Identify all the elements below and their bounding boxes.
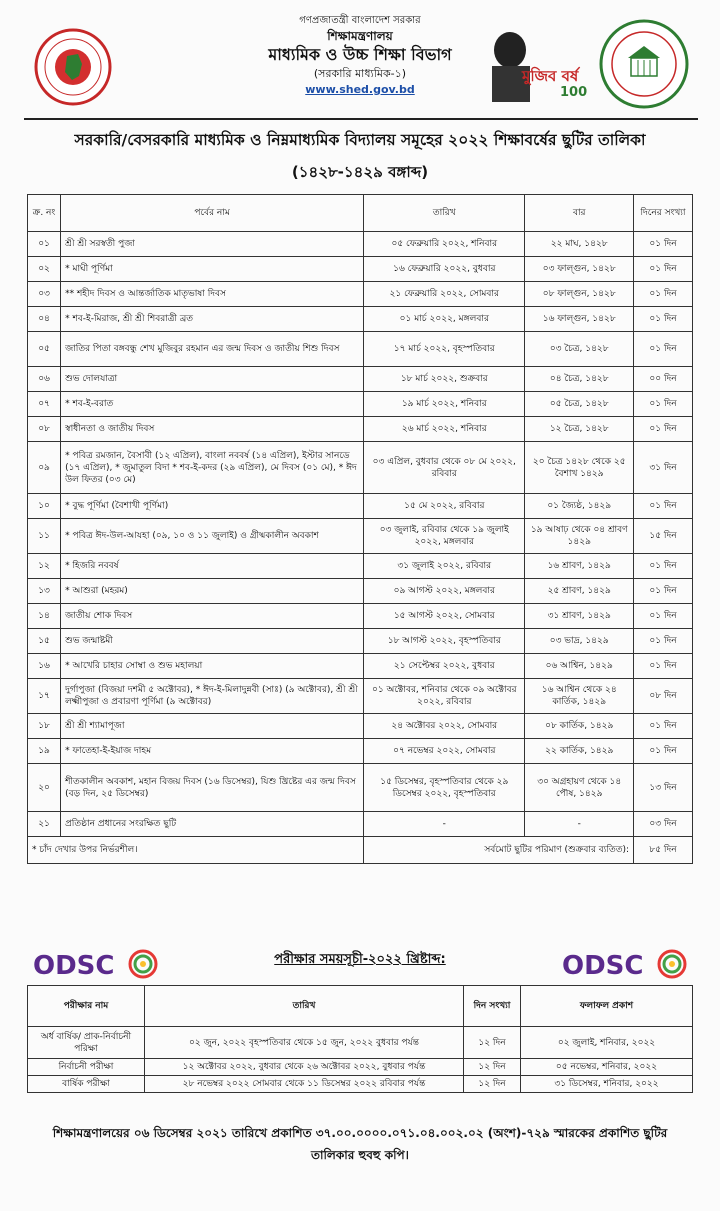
table-row	[28, 679, 693, 714]
document-header	[0, 0, 720, 126]
header-serial: ক্র. নং	[28, 195, 61, 232]
mujib-logo-text: মুজিব বর্ষ	[522, 67, 579, 85]
row-count: ০১ দিন	[634, 494, 693, 519]
exam-name: অর্ধ বার্ষিক/ প্রাক-নির্বাচনী পরিক্ষা	[28, 1027, 145, 1059]
section-name: (সরকারি মাধ্যমিক-১)	[313, 67, 407, 80]
row-serial: ০৪	[28, 307, 61, 332]
row-day: ০৮ ফাল্গুন, ১৪২৮	[525, 282, 634, 307]
table-row	[28, 654, 693, 679]
row-day: ০৮ কার্তিক, ১৪২৯	[525, 714, 634, 739]
row-date: ১৫ আগস্ট ২০২২, সোমবার	[364, 604, 525, 629]
row-name: * শব-ই-বরাত	[61, 392, 364, 417]
row-serial: ১৮	[28, 714, 61, 739]
table-row	[28, 579, 693, 604]
row-day: ০৩ ফাল্গুন, ১৪২৮	[525, 257, 634, 282]
row-serial: ০৯	[28, 442, 61, 494]
row-day: ৩০ অগ্রহায়ণ থেকে ১৪ পৌষ, ১৪২৯	[525, 764, 634, 812]
table-row	[28, 739, 693, 764]
table-row	[28, 257, 693, 282]
row-count: ০১ দিন	[634, 282, 693, 307]
row-count: ০১ দিন	[634, 257, 693, 282]
odsc-logo-icon	[31, 946, 159, 982]
row-date: ১৫ ডিসেম্বর, বৃহস্পতিবার থেকে ২৯ ডিসেম্বর ২০২২, বৃহস্পতিবার	[364, 764, 525, 812]
row-count: ০১ দিন	[634, 654, 693, 679]
row-date: ২১ ফেব্রুয়ারি ২০২২, সোমবার	[364, 282, 525, 307]
row-name: * মাঘী পূর্ণিমা	[61, 257, 364, 282]
row-date: ১৯ মার্চ ২০২২, শনিবার	[364, 392, 525, 417]
row-name: শুভ দোলযাত্রা	[61, 367, 364, 392]
row-count: ০৩ দিন	[634, 812, 693, 837]
row-day: ২২ মাঘ, ১৪২৮	[525, 232, 634, 257]
row-date: ১৮ আগস্ট ২০২২, বৃহস্পতিবার	[364, 629, 525, 654]
row-serial: ০২	[28, 257, 61, 282]
row-date: ০৯ আগস্ট ২০২২, মঙ্গলবার	[364, 579, 525, 604]
table-row	[28, 519, 693, 554]
row-date: -	[364, 812, 525, 837]
division-name: মাধ্যমিক ও উচ্চ শিক্ষা বিভাগ	[268, 45, 452, 64]
row-name: * পবিত্র ঈদ-উল-আযহা (০৯, ১০ ও ১১ জুলাই) ও গ্রীষ্মকালীন অবকাশ	[61, 519, 364, 554]
row-serial: ১৭	[28, 679, 61, 714]
exam-date: ২৮ নভেম্বর ২০২২ সোমবার থেকে ১১ ডিসেম্বর ২০২২ রবিবার পর্যন্ত	[145, 1076, 464, 1093]
table-row	[28, 764, 693, 812]
row-date: ২১ সেপ্টেম্বর ২০২২, বুধবার	[364, 654, 525, 679]
source-note: শিক্ষামন্ত্রণালয়ের ০৬ ডিসেম্বর ২০২১ তারিখে প্রকাশিত ৩৭.০০.০০০০.০৭১.০৪.০০২.০২ (অংশ)-৭২৯ স্মারকের প্রকাশিত ছুটির তালিকার হুবহু কপি।	[52, 1126, 668, 1162]
row-serial: ০৩	[28, 282, 61, 307]
row-date: ০৫ ফেব্রুয়ারি ২০২২, শনিবার	[364, 232, 525, 257]
table-row	[28, 442, 693, 494]
row-serial: ১১	[28, 519, 61, 554]
exam-date: ১২ অক্টোবর ২০২২, বুধবার থেকে ২৬ অক্টোবর ২০২২, বুধবার পর্যন্ত	[145, 1059, 464, 1076]
table-row	[28, 332, 693, 367]
holiday-table	[27, 194, 693, 864]
table-row	[28, 629, 693, 654]
ministry-name: শিক্ষামন্ত্রণালয়	[327, 29, 393, 43]
row-date: ০৩ এপ্রিল, বুধবার থেকে ০৮ মে ২০২২, রবিবার	[364, 442, 525, 494]
row-count: ০১ দিন	[634, 392, 693, 417]
odsc-logo-text: ODSC	[33, 951, 115, 981]
row-day: ২২ কার্তিক, ১৪২৯	[525, 739, 634, 764]
row-name: জাতির পিতা বঙ্গবন্ধু শেখ মুজিবুর রহমান এর জন্ম দিবস ও জাতীয় শিশু দিবস	[61, 332, 364, 367]
row-serial: ১০	[28, 494, 61, 519]
row-count: ০১ দিন	[634, 554, 693, 579]
header-date: তারিখ	[364, 195, 525, 232]
exam-result: ০৫ নভেম্বর, শনিবার, ২০২২	[521, 1059, 693, 1076]
row-day: ১৬ ফাল্গুন, ১৪২৮	[525, 307, 634, 332]
row-serial: ০৬	[28, 367, 61, 392]
row-count: ০১ দিন	[634, 307, 693, 332]
row-serial: ২০	[28, 764, 61, 812]
row-day: ০৩ ভাদ্র, ১৪২৯	[525, 629, 634, 654]
mujib-borsho-logo-icon	[480, 26, 590, 102]
row-count: ০১ দিন	[634, 629, 693, 654]
row-name: * বুদ্ধ পূর্ণিমা (বৈশাখী পূর্ণিমা)	[61, 494, 364, 519]
row-name: * হিজরি নববর্ষ	[61, 554, 364, 579]
table-row	[28, 1059, 693, 1076]
row-name: দুর্গাপুজা (বিজয়া দশমী ৫ অক্টোবর), * ঈদ-ই-মিলাদুন্নবী (সাঃ) (৯ অক্টোবর), শ্রী শ্রী লক্ষ্মীপুজা ও প্রবারণা পূর্ণিমা (৯ অক্টোবর)	[61, 679, 364, 714]
row-date: ১৭ মার্চ ২০২২, বৃহস্পতিবার	[364, 332, 525, 367]
school-emblem-icon	[598, 18, 690, 110]
table-row	[28, 604, 693, 629]
exam-schedule-title: পরীক্ষার সময়সূচী-২০২২ খ্রিষ্টাব্দ:	[274, 952, 446, 967]
row-serial: ০৭	[28, 392, 61, 417]
table-row	[28, 232, 693, 257]
row-date: ০৩ জুলাই, রবিবার থেকে ১৯ জুলাই ২০২২, মঙ্গলবার	[364, 519, 525, 554]
document-subtitle: (১৪২৮-১৪২৯ বঙ্গাব্দ)	[291, 163, 429, 181]
exam-table-header	[28, 986, 693, 1027]
row-count: ০১ দিন	[634, 232, 693, 257]
row-count: ৩১ দিন	[634, 442, 693, 494]
table-row	[28, 392, 693, 417]
exam-result: ০২ জুলাই, শনিবার, ২০২২	[521, 1027, 693, 1059]
table-row	[28, 417, 693, 442]
table-row	[28, 367, 693, 392]
header-day: বার	[525, 195, 634, 232]
table-row	[28, 812, 693, 837]
odsc-logo-text: ODSC	[562, 951, 644, 981]
row-count: ০১ দিন	[634, 417, 693, 442]
row-serial: ০১	[28, 232, 61, 257]
row-date: ০১ অক্টোবর, শনিবার থেকে ০৯ অক্টোবর ২০২২, রবিবার	[364, 679, 525, 714]
row-day: -	[525, 812, 634, 837]
exam-date: ০২ জুন, ২০২২ বৃহস্পতিবার থেকে ১৫ জুন, ২০২২ বুধবার পর্যন্ত	[145, 1027, 464, 1059]
exam-days: ১২ দিন	[464, 1059, 521, 1076]
row-name: * শব-ই-মিরাজ, শ্রী শ্রী শিবরাত্রী ব্রত	[61, 307, 364, 332]
exam-schedule-table	[27, 985, 693, 1093]
row-day: ১২ চৈত্র, ১৪২৮	[525, 417, 634, 442]
row-count: ০১ দিন	[634, 332, 693, 367]
row-serial: ১৯	[28, 739, 61, 764]
row-serial: ১৫	[28, 629, 61, 654]
government-seal-icon	[34, 28, 112, 106]
exam-result: ৩১ ডিসেম্বর, শনিবার, ২০২২	[521, 1076, 693, 1093]
header-festival-name: পর্বের নাম	[61, 195, 364, 232]
row-date: ১৫ মে ২০২২, রবিবার	[364, 494, 525, 519]
row-count: ০৮ দিন	[634, 679, 693, 714]
row-day: ০৪ চৈত্র, ১৪২৮	[525, 367, 634, 392]
odsc-logo-icon	[560, 946, 688, 982]
row-day: ৩১ শ্রাবণ, ১৪২৯	[525, 604, 634, 629]
row-name: শ্রী শ্রী সরস্বতী পুজা	[61, 232, 364, 257]
row-serial: ১৪	[28, 604, 61, 629]
table-row	[28, 714, 693, 739]
row-name: শ্রী শ্রী শ্যামাপূজা	[61, 714, 364, 739]
moon-sighting-note: * চাঁদ দেখার উপর নির্ভরশীল।	[28, 837, 364, 864]
row-name: স্বাধীনতা ও জাতীয় দিবস	[61, 417, 364, 442]
row-count: ০০ দিন	[634, 367, 693, 392]
row-day: ০১ জ্যৈষ্ঠ, ১৪২৯	[525, 494, 634, 519]
row-serial: ০৮	[28, 417, 61, 442]
row-name: * আশুরা (মহরম)	[61, 579, 364, 604]
document-title: সরকারি/বেসরকারি মাধ্যমিক ও নিম্নমাধ্যমিক বিদ্যালয় সমূহের ২০২২ শিক্ষাবর্ষের ছুটির তালিকা	[74, 131, 646, 149]
row-day: ২০ চৈত্র ১৪২৮ থেকে ২৫ বৈশাখ ১৪২৯	[525, 442, 634, 494]
row-name: * পবিত্র রমজান, বৈসাবী (১২ এপ্রিল), বাংলা নববর্ষ (১৪ এপ্রিল), ইস্টার সানডে (১৭ এপ্রিল), * জুমাতুল বিদা * শব-ই-কদর (২৯ এপ্রিল), মে দিবস (০১ মে), * ঈদ উল ফিতর (০৩ মে)	[61, 442, 364, 494]
header-day-count: দিনের সংখ্যা	[634, 195, 693, 232]
row-count: ০১ দিন	[634, 714, 693, 739]
row-date: ১৮ মার্চ ২০২২, শুক্রবার	[364, 367, 525, 392]
row-day: ১৬ আশ্বিন থেকে ২৪ কার্তিক, ১৪২৯	[525, 679, 634, 714]
website-link[interactable]: www.shed.gov.bd	[305, 83, 415, 96]
row-date: ২৪ অক্টোবর ২০২২, সোমবার	[364, 714, 525, 739]
table-row	[28, 1076, 693, 1093]
exam-days: ১২ দিন	[464, 1076, 521, 1093]
header-result-publish: ফলাফল প্রকাশ	[521, 986, 693, 1027]
row-name: জাতীয় শোক দিবস	[61, 604, 364, 629]
row-serial: ২১	[28, 812, 61, 837]
total-holiday-label: সর্বমোট ছুটির পরিমাণ (শুক্রবার ব্যতিত):	[364, 837, 634, 864]
row-date: ৩১ জুলাই ২০২২, রবিবার	[364, 554, 525, 579]
table-row	[28, 1027, 693, 1059]
header-text-block	[190, 14, 530, 98]
row-count: ১৫ দিন	[634, 519, 693, 554]
table-row	[28, 554, 693, 579]
table-row	[28, 282, 693, 307]
total-holiday-value: ৮৫ দিন	[634, 837, 693, 864]
row-date: ০১ মার্চ ২০২২, মঙ্গলবার	[364, 307, 525, 332]
row-day: ১৯ আষাঢ় থেকে ০৪ শ্রাবণ ১৪২৯	[525, 519, 634, 554]
government-name: গণপ্রজাতন্ত্রী বাংলাদেশ সরকার	[299, 15, 421, 26]
row-name: * আখেরি চাহার সোম্বা ও শুভ মহালয়া	[61, 654, 364, 679]
row-name: প্রতিষ্ঠান প্রধানের সংরক্ষিত ছুটি	[61, 812, 364, 837]
header-exam-days: দিন সংখ্যা	[464, 986, 521, 1027]
row-day: ০৫ চৈত্র, ১৪২৮	[525, 392, 634, 417]
row-serial: ০৫	[28, 332, 61, 367]
row-serial: ১৬	[28, 654, 61, 679]
row-serial: ১৩	[28, 579, 61, 604]
row-day: ০৬ আশ্বিন, ১৪২৯	[525, 654, 634, 679]
mujib-logo-number: 100	[560, 85, 588, 100]
row-date: ০৭ নভেম্বর ২০২২, সোমবার	[364, 739, 525, 764]
row-count: ০১ দিন	[634, 579, 693, 604]
row-count: ০১ দিন	[634, 604, 693, 629]
row-count: ০১ দিন	[634, 739, 693, 764]
header-exam-name: পরীক্ষার নাম	[28, 986, 145, 1027]
row-day: ২৫ শ্রাবণ, ১৪২৯	[525, 579, 634, 604]
row-name: ** শহীদ দিবস ও আন্তর্জাতিক মাতৃভাষা দিবস	[61, 282, 364, 307]
row-serial: ১২	[28, 554, 61, 579]
row-name: শুভ জন্মাষ্টমী	[61, 629, 364, 654]
row-date: ২৬ মার্চ ২০২২, শনিবার	[364, 417, 525, 442]
row-day: ১৬ শ্রাবণ, ১৪২৯	[525, 554, 634, 579]
row-name: শীতকালীন অবকাশ, মহান বিজয় দিবস (১৬ ডিসেম্বর), যিশু খ্রিষ্টের এর জন্ম দিবস (বড় দিন, ২৫ ডিসেম্বর)	[61, 764, 364, 812]
row-name: * ফাতেহা-ই-ইয়াজ দাহম	[61, 739, 364, 764]
exam-name: নির্বাচনী পরীক্ষা	[28, 1059, 145, 1076]
exam-name: বার্ষিক পরীক্ষা	[28, 1076, 145, 1093]
table-row	[28, 307, 693, 332]
row-day: ০৩ চৈত্র, ১৪২৮	[525, 332, 634, 367]
row-count: ১৩ দিন	[634, 764, 693, 812]
header-exam-date: তারিখ	[145, 986, 464, 1027]
table-row	[28, 494, 693, 519]
row-date: ১৬ ফেব্রুয়ারি ২০২২, বুধবার	[364, 257, 525, 282]
holiday-table-footer	[28, 837, 693, 864]
exam-days: ১২ দিন	[464, 1027, 521, 1059]
holiday-table-header	[28, 195, 693, 232]
header-divider	[24, 118, 698, 120]
